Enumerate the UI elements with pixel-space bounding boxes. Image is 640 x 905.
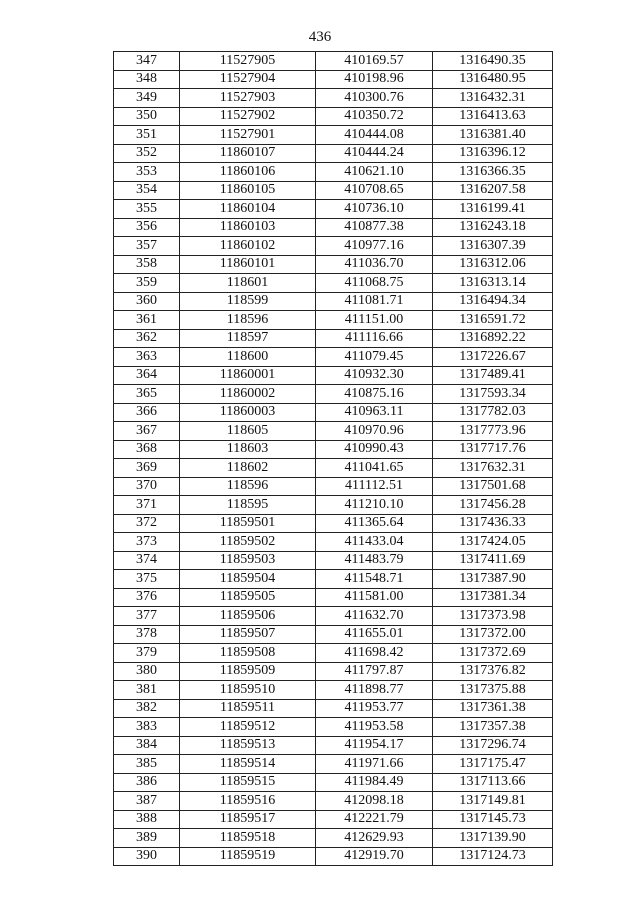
row-number-cell: 367 bbox=[114, 422, 180, 441]
point-id-cell: 118601 bbox=[180, 274, 316, 293]
row-number-cell: 379 bbox=[114, 644, 180, 663]
x-coordinate-cell: 411041.65 bbox=[316, 459, 433, 478]
row-number-cell: 373 bbox=[114, 533, 180, 552]
x-coordinate-cell: 410990.43 bbox=[316, 440, 433, 459]
row-number-cell: 374 bbox=[114, 551, 180, 570]
table-row bbox=[114, 144, 553, 163]
x-coordinate-cell: 410877.38 bbox=[316, 218, 433, 237]
y-coordinate-cell: 1317717.76 bbox=[433, 440, 553, 459]
y-coordinate-cell: 1316312.06 bbox=[433, 255, 553, 274]
row-number-cell: 390 bbox=[114, 847, 180, 866]
point-id-cell: 11859508 bbox=[180, 644, 316, 663]
y-coordinate-cell: 1317381.34 bbox=[433, 588, 553, 607]
x-coordinate-cell: 411433.04 bbox=[316, 533, 433, 552]
point-id-cell: 11527905 bbox=[180, 52, 316, 71]
row-number-cell: 360 bbox=[114, 292, 180, 311]
x-coordinate-cell: 411151.00 bbox=[316, 311, 433, 330]
y-coordinate-cell: 1317489.41 bbox=[433, 366, 553, 385]
point-id-cell: 11860002 bbox=[180, 385, 316, 404]
table-row bbox=[114, 385, 553, 404]
row-number-cell: 363 bbox=[114, 348, 180, 367]
y-coordinate-cell: 1317296.74 bbox=[433, 736, 553, 755]
table-row bbox=[114, 440, 553, 459]
table-row bbox=[114, 126, 553, 145]
row-number-cell: 364 bbox=[114, 366, 180, 385]
y-coordinate-cell: 1316480.95 bbox=[433, 70, 553, 89]
table-row bbox=[114, 403, 553, 422]
x-coordinate-cell: 411797.87 bbox=[316, 662, 433, 681]
row-number-cell: 359 bbox=[114, 274, 180, 293]
table-row bbox=[114, 644, 553, 663]
row-number-cell: 358 bbox=[114, 255, 180, 274]
y-coordinate-cell: 1316207.58 bbox=[433, 181, 553, 200]
row-number-cell: 366 bbox=[114, 403, 180, 422]
coordinates-table bbox=[113, 51, 553, 866]
row-number-cell: 389 bbox=[114, 829, 180, 848]
row-number-cell: 350 bbox=[114, 107, 180, 126]
x-coordinate-cell: 411116.66 bbox=[316, 329, 433, 348]
row-number-cell: 371 bbox=[114, 496, 180, 515]
table-row bbox=[114, 163, 553, 182]
point-id-cell: 118602 bbox=[180, 459, 316, 478]
y-coordinate-cell: 1317456.28 bbox=[433, 496, 553, 515]
table-row bbox=[114, 755, 553, 774]
x-coordinate-cell: 410875.16 bbox=[316, 385, 433, 404]
row-number-cell: 382 bbox=[114, 699, 180, 718]
x-coordinate-cell: 410169.57 bbox=[316, 52, 433, 71]
y-coordinate-cell: 1316892.22 bbox=[433, 329, 553, 348]
table-row bbox=[114, 237, 553, 256]
table-row bbox=[114, 477, 553, 496]
y-coordinate-cell: 1317593.34 bbox=[433, 385, 553, 404]
table-row bbox=[114, 773, 553, 792]
x-coordinate-cell: 410970.96 bbox=[316, 422, 433, 441]
table-row bbox=[114, 699, 553, 718]
point-id-cell: 11860102 bbox=[180, 237, 316, 256]
row-number-cell: 356 bbox=[114, 218, 180, 237]
y-coordinate-cell: 1317373.98 bbox=[433, 607, 553, 626]
row-number-cell: 349 bbox=[114, 89, 180, 108]
point-id-cell: 118597 bbox=[180, 329, 316, 348]
y-coordinate-cell: 1317113.66 bbox=[433, 773, 553, 792]
table-row bbox=[114, 736, 553, 755]
x-coordinate-cell: 411068.75 bbox=[316, 274, 433, 293]
row-number-cell: 348 bbox=[114, 70, 180, 89]
table-row bbox=[114, 829, 553, 848]
y-coordinate-cell: 1317411.69 bbox=[433, 551, 553, 570]
y-coordinate-cell: 1316591.72 bbox=[433, 311, 553, 330]
table-row bbox=[114, 792, 553, 811]
y-coordinate-cell: 1317361.38 bbox=[433, 699, 553, 718]
x-coordinate-cell: 411365.64 bbox=[316, 514, 433, 533]
x-coordinate-cell: 411581.00 bbox=[316, 588, 433, 607]
coordinates-table-body bbox=[114, 52, 553, 866]
point-id-cell: 118600 bbox=[180, 348, 316, 367]
table-row bbox=[114, 366, 553, 385]
y-coordinate-cell: 1316413.63 bbox=[433, 107, 553, 126]
row-number-cell: 385 bbox=[114, 755, 180, 774]
x-coordinate-cell: 410350.72 bbox=[316, 107, 433, 126]
table-row bbox=[114, 681, 553, 700]
point-id-cell: 11859519 bbox=[180, 847, 316, 866]
y-coordinate-cell: 1316313.14 bbox=[433, 274, 553, 293]
page-number: 436 bbox=[308, 29, 332, 45]
table-row bbox=[114, 311, 553, 330]
x-coordinate-cell: 411655.01 bbox=[316, 625, 433, 644]
table-row bbox=[114, 70, 553, 89]
point-id-cell: 11527903 bbox=[180, 89, 316, 108]
y-coordinate-cell: 1317372.00 bbox=[433, 625, 553, 644]
row-number-cell: 388 bbox=[114, 810, 180, 829]
table-row bbox=[114, 329, 553, 348]
table-row bbox=[114, 810, 553, 829]
point-id-cell: 11527901 bbox=[180, 126, 316, 145]
x-coordinate-cell: 411954.17 bbox=[316, 736, 433, 755]
x-coordinate-cell: 411483.79 bbox=[316, 551, 433, 570]
table-row bbox=[114, 847, 553, 866]
point-id-cell: 118603 bbox=[180, 440, 316, 459]
point-id-cell: 11859514 bbox=[180, 755, 316, 774]
row-number-cell: 365 bbox=[114, 385, 180, 404]
table-row bbox=[114, 607, 553, 626]
table-row bbox=[114, 274, 553, 293]
row-number-cell: 355 bbox=[114, 200, 180, 219]
row-number-cell: 381 bbox=[114, 681, 180, 700]
row-number-cell: 387 bbox=[114, 792, 180, 811]
y-coordinate-cell: 1317376.82 bbox=[433, 662, 553, 681]
x-coordinate-cell: 411953.58 bbox=[316, 718, 433, 737]
row-number-cell: 386 bbox=[114, 773, 180, 792]
table-row bbox=[114, 218, 553, 237]
x-coordinate-cell: 410444.24 bbox=[316, 144, 433, 163]
point-id-cell: 118596 bbox=[180, 477, 316, 496]
row-number-cell: 376 bbox=[114, 588, 180, 607]
y-coordinate-cell: 1317372.69 bbox=[433, 644, 553, 663]
row-number-cell: 380 bbox=[114, 662, 180, 681]
table-row bbox=[114, 625, 553, 644]
point-id-cell: 118596 bbox=[180, 311, 316, 330]
row-number-cell: 384 bbox=[114, 736, 180, 755]
row-number-cell: 351 bbox=[114, 126, 180, 145]
table-row bbox=[114, 551, 553, 570]
row-number-cell: 352 bbox=[114, 144, 180, 163]
point-id-cell: 11859505 bbox=[180, 588, 316, 607]
y-coordinate-cell: 1316199.41 bbox=[433, 200, 553, 219]
table-row bbox=[114, 459, 553, 478]
point-id-cell: 11859516 bbox=[180, 792, 316, 811]
x-coordinate-cell: 412629.93 bbox=[316, 829, 433, 848]
point-id-cell: 11859504 bbox=[180, 570, 316, 589]
y-coordinate-cell: 1317145.73 bbox=[433, 810, 553, 829]
table-row bbox=[114, 533, 553, 552]
table-row bbox=[114, 107, 553, 126]
y-coordinate-cell: 1317124.73 bbox=[433, 847, 553, 866]
point-id-cell: 11859502 bbox=[180, 533, 316, 552]
point-id-cell: 118605 bbox=[180, 422, 316, 441]
x-coordinate-cell: 411984.49 bbox=[316, 773, 433, 792]
x-coordinate-cell: 411898.77 bbox=[316, 681, 433, 700]
row-number-cell: 368 bbox=[114, 440, 180, 459]
x-coordinate-cell: 410932.30 bbox=[316, 366, 433, 385]
x-coordinate-cell: 411081.71 bbox=[316, 292, 433, 311]
y-coordinate-cell: 1317375.88 bbox=[433, 681, 553, 700]
point-id-cell: 11859517 bbox=[180, 810, 316, 829]
point-id-cell: 11860001 bbox=[180, 366, 316, 385]
y-coordinate-cell: 1316366.35 bbox=[433, 163, 553, 182]
table-row bbox=[114, 496, 553, 515]
x-coordinate-cell: 411953.77 bbox=[316, 699, 433, 718]
y-coordinate-cell: 1316432.31 bbox=[433, 89, 553, 108]
point-id-cell: 11860104 bbox=[180, 200, 316, 219]
y-coordinate-cell: 1317632.31 bbox=[433, 459, 553, 478]
table-row bbox=[114, 255, 553, 274]
row-number-cell: 361 bbox=[114, 311, 180, 330]
point-id-cell: 11859506 bbox=[180, 607, 316, 626]
point-id-cell: 118595 bbox=[180, 496, 316, 515]
table-row bbox=[114, 588, 553, 607]
x-coordinate-cell: 412919.70 bbox=[316, 847, 433, 866]
point-id-cell: 11859518 bbox=[180, 829, 316, 848]
y-coordinate-cell: 1317226.67 bbox=[433, 348, 553, 367]
x-coordinate-cell: 410621.10 bbox=[316, 163, 433, 182]
row-number-cell: 369 bbox=[114, 459, 180, 478]
row-number-cell: 370 bbox=[114, 477, 180, 496]
point-id-cell: 11860003 bbox=[180, 403, 316, 422]
point-id-cell: 11859509 bbox=[180, 662, 316, 681]
x-coordinate-cell: 410736.10 bbox=[316, 200, 433, 219]
point-id-cell: 11859512 bbox=[180, 718, 316, 737]
point-id-cell: 11860101 bbox=[180, 255, 316, 274]
row-number-cell: 353 bbox=[114, 163, 180, 182]
table-row bbox=[114, 718, 553, 737]
y-coordinate-cell: 1317175.47 bbox=[433, 755, 553, 774]
point-id-cell: 11860107 bbox=[180, 144, 316, 163]
y-coordinate-cell: 1317424.05 bbox=[433, 533, 553, 552]
point-id-cell: 11859511 bbox=[180, 699, 316, 718]
x-coordinate-cell: 412221.79 bbox=[316, 810, 433, 829]
row-number-cell: 347 bbox=[114, 52, 180, 71]
table-row bbox=[114, 52, 553, 71]
y-coordinate-cell: 1317773.96 bbox=[433, 422, 553, 441]
x-coordinate-cell: 411210.10 bbox=[316, 496, 433, 515]
y-coordinate-cell: 1317387.90 bbox=[433, 570, 553, 589]
x-coordinate-cell: 411971.66 bbox=[316, 755, 433, 774]
x-coordinate-cell: 410198.96 bbox=[316, 70, 433, 89]
point-id-cell: 11860106 bbox=[180, 163, 316, 182]
y-coordinate-cell: 1317139.90 bbox=[433, 829, 553, 848]
row-number-cell: 383 bbox=[114, 718, 180, 737]
y-coordinate-cell: 1317501.68 bbox=[433, 477, 553, 496]
point-id-cell: 11860105 bbox=[180, 181, 316, 200]
table-row bbox=[114, 662, 553, 681]
point-id-cell: 118599 bbox=[180, 292, 316, 311]
x-coordinate-cell: 410977.16 bbox=[316, 237, 433, 256]
y-coordinate-cell: 1316381.40 bbox=[433, 126, 553, 145]
x-coordinate-cell: 410963.11 bbox=[316, 403, 433, 422]
table-row bbox=[114, 348, 553, 367]
table-row bbox=[114, 89, 553, 108]
x-coordinate-cell: 411079.45 bbox=[316, 348, 433, 367]
x-coordinate-cell: 410708.65 bbox=[316, 181, 433, 200]
point-id-cell: 11527904 bbox=[180, 70, 316, 89]
y-coordinate-cell: 1316494.34 bbox=[433, 292, 553, 311]
table-row bbox=[114, 292, 553, 311]
table-row bbox=[114, 570, 553, 589]
point-id-cell: 11859510 bbox=[180, 681, 316, 700]
x-coordinate-cell: 411698.42 bbox=[316, 644, 433, 663]
x-coordinate-cell: 411036.70 bbox=[316, 255, 433, 274]
table-row bbox=[114, 422, 553, 441]
point-id-cell: 11859503 bbox=[180, 551, 316, 570]
point-id-cell: 11860103 bbox=[180, 218, 316, 237]
row-number-cell: 354 bbox=[114, 181, 180, 200]
y-coordinate-cell: 1317357.38 bbox=[433, 718, 553, 737]
x-coordinate-cell: 411548.71 bbox=[316, 570, 433, 589]
table-row bbox=[114, 514, 553, 533]
y-coordinate-cell: 1317149.81 bbox=[433, 792, 553, 811]
row-number-cell: 378 bbox=[114, 625, 180, 644]
y-coordinate-cell: 1316307.39 bbox=[433, 237, 553, 256]
row-number-cell: 375 bbox=[114, 570, 180, 589]
y-coordinate-cell: 1317436.33 bbox=[433, 514, 553, 533]
point-id-cell: 11527902 bbox=[180, 107, 316, 126]
table-row bbox=[114, 181, 553, 200]
row-number-cell: 362 bbox=[114, 329, 180, 348]
y-coordinate-cell: 1316490.35 bbox=[433, 52, 553, 71]
x-coordinate-cell: 411632.70 bbox=[316, 607, 433, 626]
point-id-cell: 11859501 bbox=[180, 514, 316, 533]
row-number-cell: 357 bbox=[114, 237, 180, 256]
x-coordinate-cell: 410300.76 bbox=[316, 89, 433, 108]
y-coordinate-cell: 1316396.12 bbox=[433, 144, 553, 163]
x-coordinate-cell: 412098.18 bbox=[316, 792, 433, 811]
point-id-cell: 11859507 bbox=[180, 625, 316, 644]
y-coordinate-cell: 1317782.03 bbox=[433, 403, 553, 422]
y-coordinate-cell: 1316243.18 bbox=[433, 218, 553, 237]
x-coordinate-cell: 411112.51 bbox=[316, 477, 433, 496]
row-number-cell: 377 bbox=[114, 607, 180, 626]
x-coordinate-cell: 410444.08 bbox=[316, 126, 433, 145]
row-number-cell: 372 bbox=[114, 514, 180, 533]
point-id-cell: 11859513 bbox=[180, 736, 316, 755]
table-row bbox=[114, 200, 553, 219]
point-id-cell: 11859515 bbox=[180, 773, 316, 792]
